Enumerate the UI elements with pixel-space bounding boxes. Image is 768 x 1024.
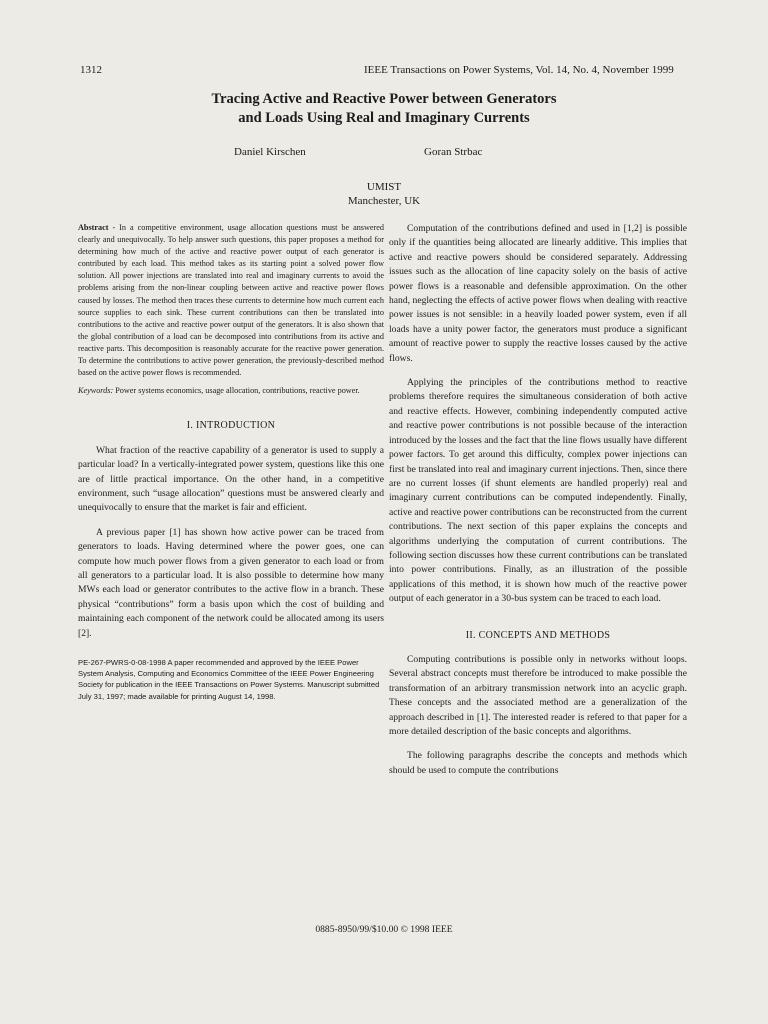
- author-1: Daniel Kirschen: [234, 146, 306, 158]
- abstract: [78, 222, 384, 379]
- paper-title: [0, 90, 768, 128]
- title-line-2: and Loads Using Real and Imaginary Currents: [238, 110, 530, 126]
- concepts-paragraph-1: Computing contributions is possible only in networks without loops. Several abstract concepts must therefore be introduced to make possible the transformation of an arbitrary transmission network into an acyclic graph. These concepts and the associated method are a generalization of the approach described in [1]. The interested reader is refered to that paper for a more detailed description of the basic concepts and algorithms.: [389, 653, 687, 737]
- journal-header: IEEE Transactions on Power Systems, Vol. 14, No. 4, November 1999: [364, 64, 674, 76]
- copyright-footer: 0885-8950/99/$10.00 © 1998 IEEE: [315, 924, 453, 935]
- abstract-label: Abstract: [78, 223, 109, 232]
- intro-paragraph-1: What fraction of the reactive capability of a generator is used to supply a particular load? In a vertically-integrated power system, questions like this one are of little practical importance. On the other hand, in a competitive environment, such “usage allocation” questions must be answered clearly and unequivocally to ensure that the market is fair and efficient.: [78, 444, 384, 514]
- section-heading-concepts: II. CONCEPTS AND METHODS: [465, 629, 611, 641]
- location: Manchester, UK: [347, 195, 421, 207]
- left-column: [78, 222, 384, 842]
- abstract-text: - In a competitive environment, usage allocation questions must be answered clearly and unequivocally. To help answer such questions, this paper proposes a method for determining how much of the active and reactive power output of each generator is contributed by each load. This method takes as its starting point a solved power flow solution. All power injections are translated into real and imaginary currents to avoid the problems arising from the non-linear coupling between active and reactive power flows caused by losses. The method then traces these currents to determine how much current each source supplies to each sink. These current contributions can then be translated into contributions to the active and reactive power output of the generators. It is also shown that the global contribution of a load can be decomposed into contributions from its active and reactive parts. This decomposition is reasonably accurate for the reactive power generation. To determine the contributions to active power generation, the previously-described method based on the active power flows is recommended.: [78, 223, 384, 378]
- concepts-paragraph-2: The following paragraphs describe the concepts and methods which should be used to compute the contributions: [389, 750, 687, 776]
- right-column: [389, 222, 687, 912]
- intro-paragraph-2: A previous paper [1] has shown how active power can be traced from generators to loads. Having determined where the power goes, one can compute how much power flows from a given generator to each load or from all generators to a particular load. It is also possible to determine how many MWs each load or generator contributes to the active flow in a branch. These physical “contributions” form a basis upon which the cost of building and maintaining each component of the network could be allocated among its users [2].: [78, 526, 384, 639]
- title-line-1: Tracing Active and Reactive Power between Generators: [211, 91, 557, 107]
- keywords-label: Keywords:: [78, 386, 114, 396]
- section-heading-introduction: I. INTRODUCTION: [186, 420, 276, 432]
- right-paragraph-1: Computation of the contributions defined and used in [1,2] is possible only if the quantities being allocated are linearly additive. This implies that active and reactive powers should be considered separately. Addressing issues such as the allocation of line capacity solely on the basis of active power flows is a reasonable and defensible approximation. On the other hand, neglecting the effects of active power flows when dealing with reactive power issues is not sensible: in a heavily loaded power system, even if all loads have a unity power factor, the generators must produce a significant amount of reactive power to supply the reactive losses caused by the active flows.: [389, 223, 687, 364]
- manuscript-footnote: PE-267-PWRS-0-08-1998 A paper recommended and approved by the IEEE Power System Analysis, Computing and Economics Committee of the IEEE Power Engineering Society for publication in the IEEE Transactions on Power Systems. Manuscript submitted July 31, 1997; made available for printing August 14, 1998.: [78, 658, 380, 701]
- right-paragraph-2: Applying the principles of the contributions method to reactive problems therefore requires the simultaneous consideration of both active and reactive effects. However, combining independently computed active and reactive power contributions is not possible because of the interaction introduced by the losses and the fact that the line flows usually have different power factors. To get around this difficulty, complex power injections can first be translated into real and imaginary current injections. Then, since there are no current losses (if shunt elements are handled properly) real and imaginary current contributions can be computed independently. Finally, active and reactive power contributions can be reconstructed from the current contributions. The next section of this paper explains the concepts and algorithms underlying the computation of current contributions. The following section discusses how these current contributions can be translated into power contributions. Finally, as an illustration of the possible applications of this method, it is shown how much of the reactive power output of each generator in a 30-bus system can be traced to each load.: [389, 377, 687, 605]
- page-number: 1312: [80, 64, 102, 76]
- author-2: Goran Strbac: [424, 146, 483, 158]
- institution: UMIST: [366, 181, 402, 193]
- keywords-text: Power systems economics, usage allocation, contributions, reactive power.: [113, 386, 360, 396]
- affiliation: [0, 180, 768, 208]
- keywords: [78, 385, 384, 397]
